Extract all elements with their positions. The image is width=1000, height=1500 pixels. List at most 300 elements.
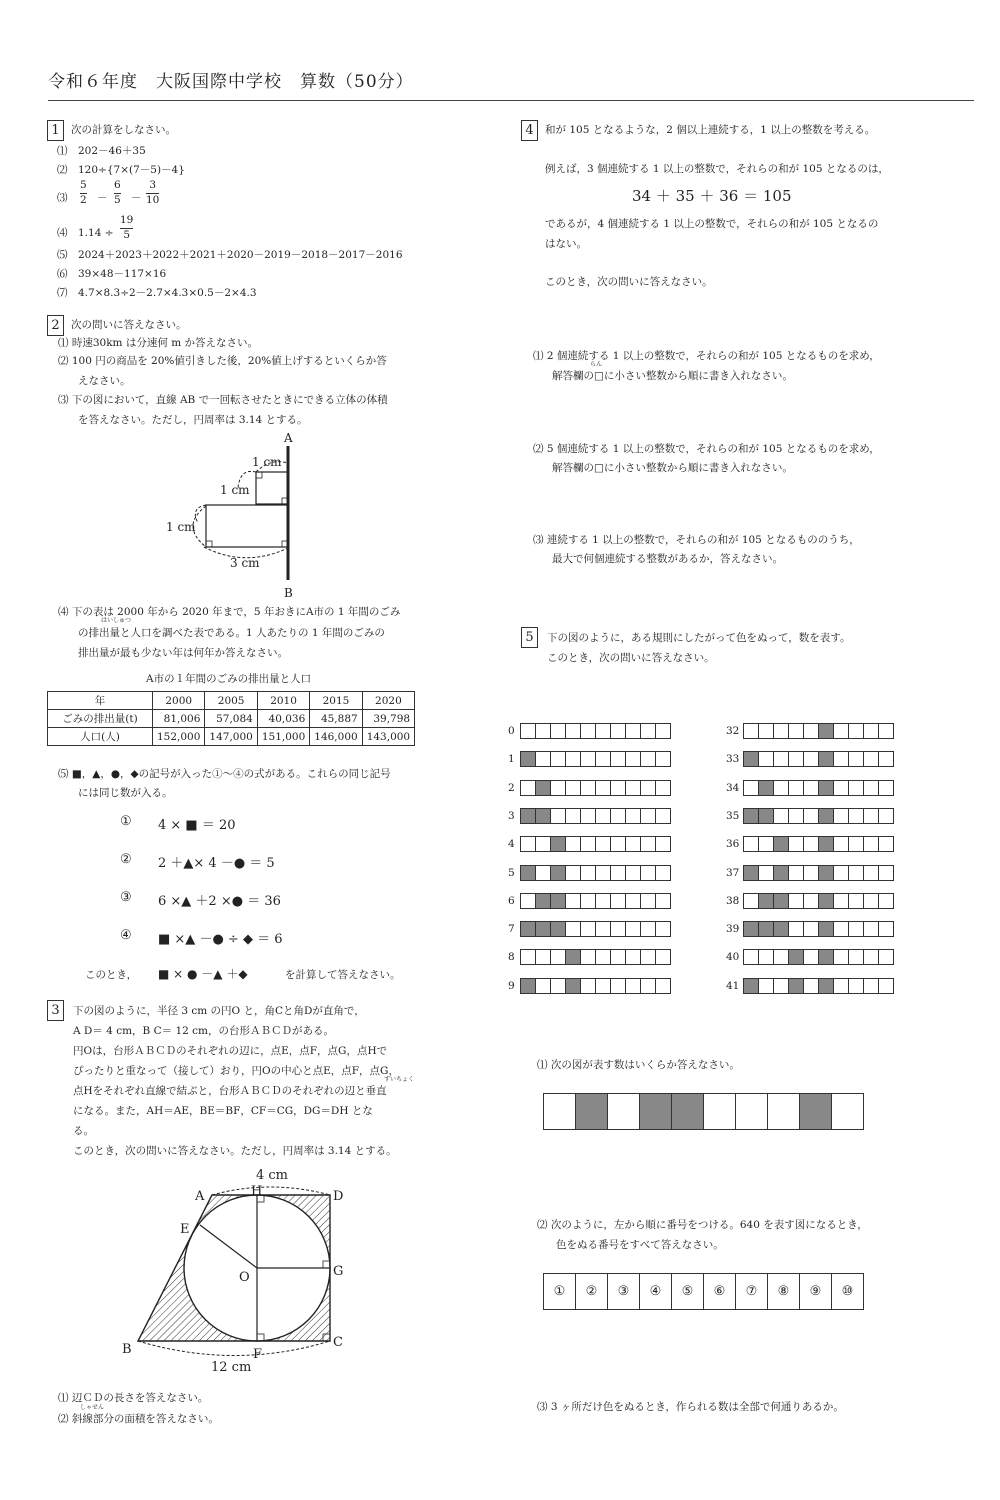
q5-cell <box>833 808 849 824</box>
q1-item3-op1: － <box>97 192 108 204</box>
q2-table-title: A市の１年間のごみの排出量と人口 <box>146 673 312 685</box>
q5-cell <box>788 836 804 852</box>
q5-cell <box>550 921 566 937</box>
q4-ex3: はない。 <box>545 238 587 250</box>
q5-row-cells <box>520 808 670 824</box>
table-year: 2020 <box>362 692 414 710</box>
q1-item7-expr: 4.7×8.3÷2－2.7×4.3×0.5－2×4.3 <box>78 287 257 299</box>
q5-cell <box>848 723 864 739</box>
q5-row-label: 38 <box>726 894 740 907</box>
q5-cell <box>535 893 551 909</box>
q5-cell <box>863 921 879 937</box>
q5-cell <box>788 808 804 824</box>
q5-cell <box>565 893 581 909</box>
q1-number: 1 <box>47 120 64 141</box>
q5-cell <box>863 893 879 909</box>
q5-cell <box>565 723 581 739</box>
q5-cell <box>610 978 626 994</box>
q1-item4-frac: 19 5 <box>120 214 134 241</box>
q5-cell <box>818 921 834 937</box>
q5-cell <box>595 949 611 965</box>
q5-cell <box>535 808 551 824</box>
q3-line4: ぴったりと重なって（接して）おり，円Oの中心と点E，点F，点G， <box>73 1065 399 1077</box>
q5-cell <box>863 949 879 965</box>
q5-cell <box>595 978 611 994</box>
q5-cell <box>550 836 566 852</box>
q5-row-cells <box>743 836 893 852</box>
q5-cell <box>773 921 789 937</box>
q5-s1-strip <box>543 1093 863 1130</box>
q4-ex1: 例えば，3 個連続する 1 以上の整数で，それらの和が 105 となるのは， <box>545 163 889 175</box>
q3-fig-label-b: B <box>122 1342 132 1357</box>
q5-row-label: 4 <box>508 838 515 851</box>
q1-item5-num: ⑸ <box>57 249 68 261</box>
q5-cell <box>550 723 566 739</box>
q5-s2-cell: ⑦ <box>735 1273 768 1310</box>
q5-cell <box>610 865 626 881</box>
table-year: 2015 <box>310 692 362 710</box>
q5-cell <box>520 836 536 852</box>
q5-row-cells <box>743 808 893 824</box>
table-cell: 39,798 <box>362 710 414 728</box>
q3-fig-label-e: E <box>180 1222 190 1237</box>
q5-cell <box>580 949 596 965</box>
q5-cell <box>743 949 759 965</box>
table-cell: 40,036 <box>257 710 309 728</box>
q1-item3-frac3: 3 10 <box>146 179 160 206</box>
q5-cell <box>520 751 536 767</box>
q5-cell <box>878 893 894 909</box>
q5-prompt2: このとき，次の問いに答えなさい。 <box>547 652 715 664</box>
q5-cell <box>625 780 641 796</box>
q5-cell <box>595 836 611 852</box>
q5-cell <box>848 978 864 994</box>
q2-p5a: ⑸ ■，▲，●，◆の記号が入った①～④の式がある。これらの同じ記号 <box>58 768 391 780</box>
q5-cell <box>818 751 834 767</box>
table-year: 2010 <box>257 692 309 710</box>
q5-s1-cell <box>575 1093 608 1130</box>
q5-cell <box>833 780 849 796</box>
q5-cell <box>818 836 834 852</box>
q4-example-equation: 34 ＋ 35 ＋ 36 ＝ 105 <box>632 187 792 205</box>
q5-cell <box>758 865 774 881</box>
q2-p5c-suffix: を計算して答えなさい。 <box>285 969 401 981</box>
q5-cell <box>848 949 864 965</box>
q5-s2-cell: ② <box>575 1273 608 1310</box>
q1-item3-frac1: 5 2 <box>80 179 87 206</box>
q5-cell <box>625 921 641 937</box>
q5-cell <box>788 723 804 739</box>
q5-row-cells <box>520 949 670 965</box>
table-row-label-population: 人口(人) <box>48 728 153 746</box>
q5-s2-cell: ③ <box>607 1273 640 1310</box>
q5-cell <box>833 893 849 909</box>
q5-cell <box>878 780 894 796</box>
table-cell: 143,000 <box>362 728 414 746</box>
q5-cell <box>625 808 641 824</box>
q5-cell <box>878 865 894 881</box>
q5-cell <box>743 808 759 824</box>
q3-line2: A D＝ 4 cm，B C＝ 12 cm，の台形ＡＢＣＤがある。 <box>73 1025 334 1037</box>
q5-s2-numbered-strip <box>543 1273 863 1310</box>
q5-cell <box>788 893 804 909</box>
q5-row-label: 1 <box>508 753 515 766</box>
q1-item1-expr: 202－46＋35 <box>78 145 146 157</box>
q1-item7-num: ⑺ <box>57 287 68 299</box>
q5-cell <box>773 808 789 824</box>
q5-cell <box>848 921 864 937</box>
q3-fig-label-h: H <box>251 1184 263 1199</box>
q5-cell <box>833 751 849 767</box>
table-row-label-waste: ごみの排出量(t) <box>48 710 153 728</box>
q5-cell <box>758 723 774 739</box>
q5-row-label: 37 <box>726 866 740 879</box>
q5-cell <box>610 780 626 796</box>
q5-cell <box>520 978 536 994</box>
q2-ruby-haishutsu: はいしゅつ <box>101 617 132 624</box>
q5-cell <box>550 780 566 796</box>
q5-cell <box>550 751 566 767</box>
q5-cell <box>833 723 849 739</box>
q5-row-cells <box>743 780 893 796</box>
q5-cell <box>743 780 759 796</box>
q5-cell <box>773 723 789 739</box>
q5-row-label: 6 <box>508 894 515 907</box>
q2-fig-label-3cm: 3 cm <box>230 556 260 570</box>
q5-row-cells <box>520 723 670 739</box>
q5-cell <box>773 780 789 796</box>
q5-cell <box>833 836 849 852</box>
q1-prompt: 次の計算をしなさい。 <box>71 124 176 136</box>
q5-cell <box>550 949 566 965</box>
q5-row-label: 33 <box>726 753 740 766</box>
q4-number: 4 <box>521 120 538 141</box>
q2-fig-label-a: A <box>284 431 293 445</box>
q5-cell <box>640 780 656 796</box>
q5-cell <box>625 978 641 994</box>
q2-p2a: ⑵ 100 円の商品を 20%値引きした後，20%値上げするといくらか答 <box>58 355 387 367</box>
q5-cell <box>878 808 894 824</box>
q5-cell <box>833 921 849 937</box>
q5-cell <box>580 723 596 739</box>
q5-cell <box>803 978 819 994</box>
q3-line3: 円Oは，台形ＡＢＣＤのそれぞれの辺に，点E，点F，点G，点Hで <box>73 1045 388 1057</box>
q5-number: 5 <box>521 627 538 648</box>
q5-cell <box>535 780 551 796</box>
q5-row-label: 7 <box>508 923 515 936</box>
q5-cell <box>625 893 641 909</box>
q2-eq1: 4 × ■ ＝ 20 <box>158 818 236 833</box>
q3-fig-label-a: A <box>195 1189 205 1204</box>
q5-s2-cell: ⑩ <box>831 1273 864 1310</box>
q5-cell <box>550 893 566 909</box>
q2-fig-label-1cm-top: 1 cm <box>252 455 282 469</box>
q5-cell <box>595 780 611 796</box>
q5-cell <box>758 808 774 824</box>
q5-cell <box>640 978 656 994</box>
q5-row-cells <box>743 949 893 965</box>
q2-p3b: を答えなさい。ただし，円周率は 3.14 とする。 <box>78 414 308 426</box>
q5-cell <box>773 949 789 965</box>
q5-cell <box>535 836 551 852</box>
table-cell: 147,000 <box>205 728 257 746</box>
q2-p2b: えなさい。 <box>78 375 131 387</box>
q4-s1b: 解答欄の□に小さい整数から順に書き入れなさい。 <box>552 370 793 382</box>
q2-p5c-prefix: このとき， <box>85 969 138 981</box>
q5-cell <box>655 723 671 739</box>
q5-cell <box>833 865 849 881</box>
q5-row-label: 35 <box>726 809 740 822</box>
q2-eq4-num: ④ <box>120 928 132 943</box>
q3-fig-label-12cm: 12 cm <box>211 1360 252 1375</box>
q5-cell <box>878 921 894 937</box>
q5-cell <box>610 808 626 824</box>
q1-item6-num: ⑹ <box>57 268 68 280</box>
q5-cell <box>595 751 611 767</box>
table-year: 2000 <box>153 692 205 710</box>
q5-cell <box>520 808 536 824</box>
q4-s3b: 最大で何個連続する整数があるか，答えなさい。 <box>552 553 783 565</box>
q5-cell <box>625 751 641 767</box>
q5-cell <box>625 865 641 881</box>
q5-cell <box>878 723 894 739</box>
q5-cell <box>610 949 626 965</box>
q5-cell <box>788 865 804 881</box>
q5-row-label: 5 <box>508 866 515 879</box>
table-cell: 81,006 <box>153 710 205 728</box>
q3-fig-label-d: D <box>333 1189 344 1204</box>
q1-item4-pre: 1.14 ÷ <box>78 227 114 239</box>
q2-p4b: の排出量と人口を調べた表である。1 人あたりの 1 年間のごみの <box>78 627 385 639</box>
q5-cell <box>655 780 671 796</box>
page-header: 令和６年度 大阪国際中学校 算数（50分） <box>48 72 414 92</box>
q5-cell <box>743 723 759 739</box>
q5-cell <box>595 723 611 739</box>
q2-eq2: 2 ＋▲× 4 －● ＝ 5 <box>158 856 275 871</box>
q1-item6-expr: 39×48－117×16 <box>78 268 167 280</box>
q4-s2b: 解答欄の□に小さい整数から順に書き入れなさい。 <box>552 462 793 474</box>
q5-row-label: 36 <box>726 838 740 851</box>
q5-cell <box>580 808 596 824</box>
table-cell: 152,000 <box>153 728 205 746</box>
q5-cell <box>773 865 789 881</box>
q5-row-label: 41 <box>726 979 740 992</box>
q5-s2-cell: ⑥ <box>703 1273 736 1310</box>
q5-cell <box>640 949 656 965</box>
q5-cell <box>550 978 566 994</box>
q5-s1-cell <box>831 1093 864 1130</box>
q5-cell <box>565 751 581 767</box>
q5-row-cells <box>743 723 893 739</box>
q1-item2-num: ⑵ <box>57 164 68 176</box>
q3-fig-label-4cm: 4 cm <box>256 1168 289 1183</box>
q5-cell <box>565 865 581 881</box>
q5-cell <box>818 808 834 824</box>
q5-row-label: 40 <box>726 951 740 964</box>
q1-item3-frac2: 6 5 <box>114 179 121 206</box>
q5-cell <box>803 723 819 739</box>
q5-cell <box>878 751 894 767</box>
q3-line1: 下の図のように，半径 3 cm の円O と，角Cと角Dが直角で， <box>73 1005 365 1017</box>
q5-cell <box>788 751 804 767</box>
q5-cell <box>743 921 759 937</box>
q3-fig-label-f: F <box>253 1347 263 1362</box>
q5-s1: ⑴ 次の図が表す数はいくらか答えなさい。 <box>537 1059 740 1071</box>
q5-row-label: 2 <box>508 781 515 794</box>
q5-cell <box>803 893 819 909</box>
q5-cell <box>863 751 879 767</box>
q5-cell <box>848 780 864 796</box>
q2-fig-label-1cm-left: 1 cm <box>166 520 196 534</box>
q5-cell <box>640 836 656 852</box>
q5-cell <box>758 921 774 937</box>
q5-cell <box>520 723 536 739</box>
q2-p4a: ⑷ 下の表は 2000 年から 2020 年まで，5 年おきにA市の 1 年間のごみ <box>58 606 401 618</box>
q5-cell <box>550 808 566 824</box>
q5-row-cells <box>520 921 670 937</box>
q5-row-label: 0 <box>508 725 515 737</box>
q4-s1a: ⑴ 2 個連続する 1 以上の整数で，それらの和が 105 となるものを求め， <box>533 350 880 362</box>
q2-eq1-num: ① <box>120 814 132 829</box>
q5-cell <box>848 893 864 909</box>
q5-cell <box>580 978 596 994</box>
table-year: 2005 <box>205 692 257 710</box>
q5-s1-cell <box>671 1093 704 1130</box>
table-cell: 151,000 <box>257 728 309 746</box>
q5-cell <box>640 751 656 767</box>
q5-row-cells <box>743 751 893 767</box>
q5-cell <box>535 723 551 739</box>
q5-cell <box>565 949 581 965</box>
q5-cell <box>833 949 849 965</box>
q5-cell <box>580 865 596 881</box>
table-row <box>48 692 415 710</box>
q5-s1-cell <box>799 1093 832 1130</box>
q5-cell <box>878 978 894 994</box>
q5-cell <box>520 893 536 909</box>
q5-cell <box>818 978 834 994</box>
q5-cell <box>803 836 819 852</box>
q2-p5c-expr: ■ × ● －▲ ＋◆ <box>158 967 248 981</box>
q5-cell <box>758 836 774 852</box>
table-row <box>48 728 415 746</box>
q5-cell <box>743 751 759 767</box>
q2-eq3-num: ③ <box>120 890 132 905</box>
q2-p5b: には同じ数が入る。 <box>78 787 173 799</box>
q5-cell <box>758 978 774 994</box>
q5-cell <box>580 836 596 852</box>
q4-prompt: 和が 105 となるような，2 個以上連続する，1 以上の整数を考える。 <box>545 124 876 136</box>
q3-fig-label-g: G <box>333 1264 344 1279</box>
q5-cell <box>535 865 551 881</box>
q5-cell <box>610 836 626 852</box>
q5-cell <box>610 723 626 739</box>
q5-cell <box>655 808 671 824</box>
q3-line7: る。 <box>73 1125 94 1137</box>
q3-s1: ⑴ 辺ＣＤの長さを答えなさい。 <box>58 1392 209 1404</box>
q5-cell <box>803 921 819 937</box>
q5-cell <box>520 780 536 796</box>
q5-cell <box>758 751 774 767</box>
q5-cell <box>743 893 759 909</box>
q5-cell <box>655 751 671 767</box>
q5-cell <box>848 865 864 881</box>
q2-eq4: ■ ×▲ －● ÷ ◆ ＝ 6 <box>158 932 283 947</box>
q5-cell <box>743 865 759 881</box>
q5-cell <box>743 978 759 994</box>
q5-cell <box>610 921 626 937</box>
q5-cell <box>595 808 611 824</box>
q5-cell <box>863 780 879 796</box>
q5-cell <box>803 949 819 965</box>
q2-p1: ⑴ 時速30km は分速何 m か答えなさい。 <box>58 337 258 349</box>
q4-s3a: ⑶ 連続する 1 以上の整数で，それらの和が 105 となるもののうち， <box>533 534 860 546</box>
q5-cell <box>818 723 834 739</box>
q5-s3: ⑶ 3 ヶ所だけ色をぬるとき，作られる数は全部で何通りあるか。 <box>537 1401 844 1413</box>
q5-row-label: 3 <box>508 809 515 822</box>
q5-cell <box>848 751 864 767</box>
q1-item4-num: ⑷ <box>57 227 68 239</box>
q1-item2-expr: 120÷{7×(7－5)－4} <box>78 164 185 176</box>
q5-cell <box>640 893 656 909</box>
q5-cell <box>788 978 804 994</box>
q5-row-cells <box>520 751 670 767</box>
q5-cell <box>535 949 551 965</box>
q5-row-label: 32 <box>726 725 740 737</box>
q5-cell <box>818 893 834 909</box>
q5-cell <box>773 836 789 852</box>
q5-cell <box>655 921 671 937</box>
table-cell: 57,084 <box>205 710 257 728</box>
q5-cell <box>655 836 671 852</box>
q5-row-label: 39 <box>726 923 740 936</box>
q3-line6: になる。また，AH＝AE，BE＝BF，CF＝CG，DG＝DH とな <box>73 1105 373 1117</box>
q2-p4c: 排出量が最も少ない年は何年か答えなさい。 <box>78 647 288 659</box>
q5-cell <box>535 978 551 994</box>
q5-cell <box>595 893 611 909</box>
q5-cell <box>640 865 656 881</box>
q3-line8: このとき，次の問いに答えなさい。ただし，円周率は 3.14 とする。 <box>73 1145 397 1157</box>
q5-cell <box>863 808 879 824</box>
q5-cell <box>758 780 774 796</box>
q5-cell <box>788 921 804 937</box>
q5-cell <box>803 865 819 881</box>
q3-number: 3 <box>47 1000 64 1021</box>
q5-cell <box>580 921 596 937</box>
q2-rotation-figure <box>160 428 310 603</box>
q4-s2a: ⑵ 5 個連続する 1 以上の整数で，それらの和が 105 となるものを求め， <box>533 443 880 455</box>
q1-item3-op2: － <box>131 192 142 204</box>
q4-ex4: このとき，次の問いに答えなさい。 <box>545 276 713 288</box>
q5-cell <box>640 808 656 824</box>
q5-cell <box>595 865 611 881</box>
q5-cell <box>535 921 551 937</box>
table-cell: 146,000 <box>310 728 362 746</box>
q5-cell <box>878 836 894 852</box>
q5-row-cells <box>743 921 893 937</box>
q5-row-cells <box>520 780 670 796</box>
q5-row-cells <box>520 893 670 909</box>
q5-cell <box>595 921 611 937</box>
q5-cell <box>773 893 789 909</box>
q5-s2a: ⑵ 次のように，左から順に番号をつける。640 を表す図になるとき， <box>537 1219 868 1231</box>
q5-s1-cell <box>735 1093 768 1130</box>
q5-s1-cell <box>543 1093 576 1130</box>
q3-ruby-shasen: しゃせん <box>80 1404 105 1411</box>
q5-cell <box>818 949 834 965</box>
q5-s1-cell <box>607 1093 640 1130</box>
q1-item3-num: ⑶ <box>57 192 68 204</box>
